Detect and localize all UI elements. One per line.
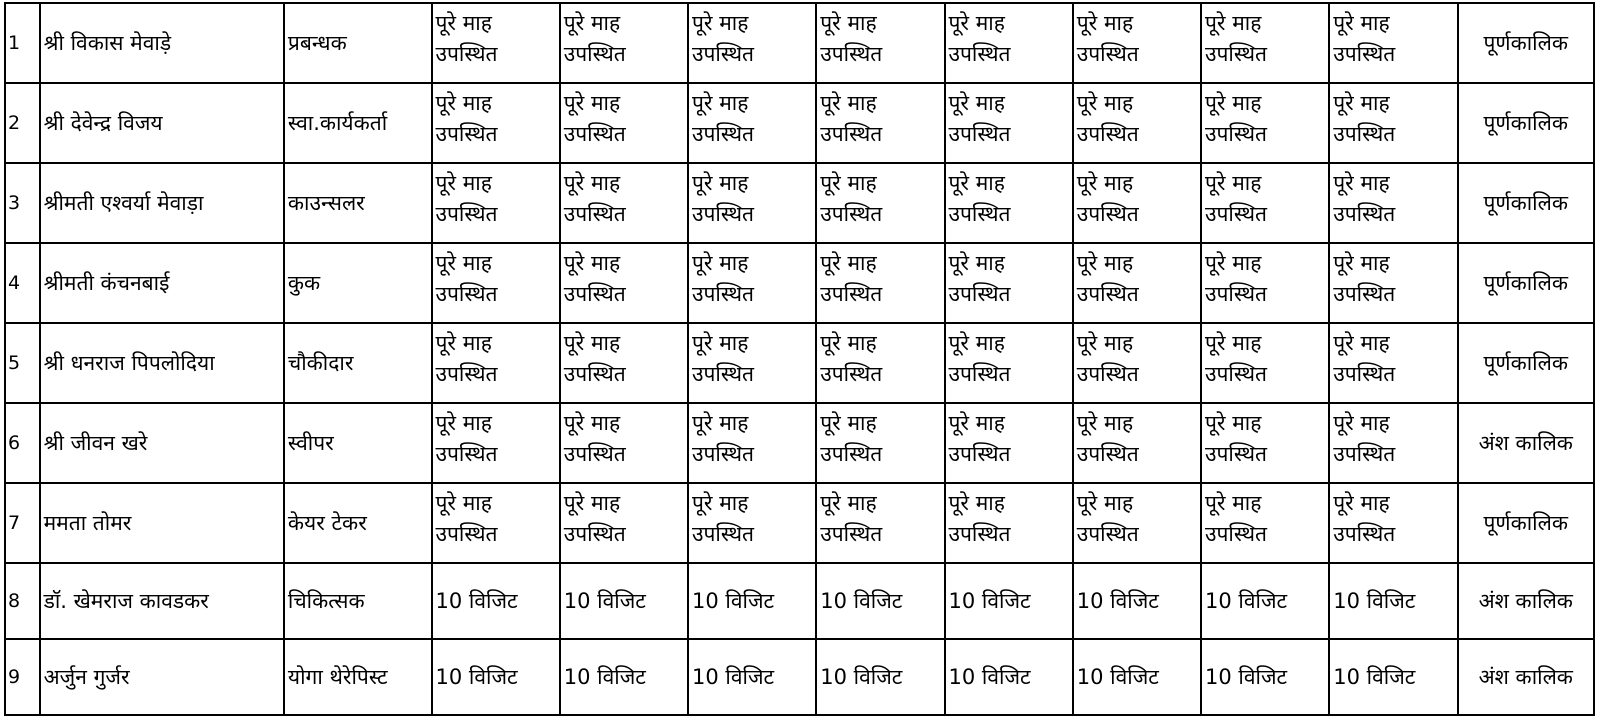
attendance-line: पूरे माह bbox=[820, 11, 877, 35]
employment-type-cell: पूर्णकालिक bbox=[1458, 163, 1595, 243]
attendance-line: उपस्थित bbox=[1076, 202, 1139, 226]
designation-cell: प्रबन्धक bbox=[284, 3, 432, 83]
monthly-attendance-cell bbox=[432, 403, 560, 483]
staff-name-cell: श्री जीवन खरे bbox=[40, 403, 284, 483]
attendance-line: उपस्थित bbox=[563, 122, 626, 146]
attendance-line: पूरे माह bbox=[1076, 171, 1134, 195]
monthly-attendance-cell bbox=[816, 323, 944, 403]
attendance-line: उपस्थित bbox=[1205, 282, 1268, 306]
monthly-attendance-cell bbox=[945, 3, 1073, 83]
attendance-line: पूरे माह bbox=[948, 411, 1005, 435]
monthly-attendance-cell bbox=[1073, 163, 1201, 243]
attendance-line: पूरे माह bbox=[692, 331, 749, 355]
attendance-line: उपस्थित bbox=[1076, 522, 1139, 546]
staff-name-cell: श्री देवेन्द्र विजय bbox=[40, 83, 284, 163]
attendance-line: उपस्थित bbox=[563, 282, 626, 306]
table-row bbox=[5, 323, 1594, 403]
designation-cell: स्वा.कार्यकर्ता bbox=[284, 83, 432, 163]
attendance-line: उपस्थित bbox=[1076, 362, 1139, 386]
attendance-line: पूरे माह bbox=[692, 491, 749, 515]
monthly-attendance-cell bbox=[688, 163, 816, 243]
designation-cell: स्वीपर bbox=[284, 403, 432, 483]
attendance-line: पूरे माह bbox=[1333, 171, 1390, 195]
designation-cell: योगा थेरेपिस्ट bbox=[284, 639, 432, 715]
monthly-attendance-cell: 10 विजिट bbox=[816, 639, 944, 715]
monthly-attendance-cell bbox=[1201, 83, 1329, 163]
monthly-attendance-cell bbox=[1201, 3, 1329, 83]
attendance-line: उपस्थित bbox=[1333, 442, 1396, 466]
attendance-line: उपस्थित bbox=[1205, 42, 1268, 66]
monthly-attendance-cell: 10 विजिट bbox=[1073, 639, 1201, 715]
attendance-line: उपस्थित bbox=[1333, 362, 1396, 386]
attendance-line: पूरे माह bbox=[820, 171, 877, 195]
monthly-attendance-cell bbox=[1073, 403, 1201, 483]
attendance-line: पूरे माह bbox=[1205, 171, 1262, 195]
attendance-line: पूरे माह bbox=[692, 91, 749, 115]
monthly-attendance-cell: 10 विजिट bbox=[432, 639, 560, 715]
attendance-line: पूरे माह bbox=[1333, 11, 1390, 35]
attendance-line: उपस्थित bbox=[1333, 202, 1396, 226]
monthly-attendance-cell bbox=[945, 83, 1073, 163]
monthly-attendance-cell: 10 विजिट bbox=[688, 563, 816, 639]
attendance-line: पूरे माह bbox=[435, 411, 492, 435]
attendance-line: पूरे माह bbox=[1205, 411, 1262, 435]
attendance-line: उपस्थित bbox=[1076, 42, 1139, 66]
monthly-attendance-cell bbox=[688, 3, 816, 83]
staff-name-cell: श्री धनराज पिपलोदिया bbox=[40, 323, 284, 403]
monthly-attendance-cell: 10 विजिट bbox=[688, 639, 816, 715]
serial-number-cell: 1 bbox=[5, 3, 40, 83]
attendance-line: पूरे माह bbox=[563, 11, 621, 35]
monthly-attendance-cell bbox=[1329, 323, 1457, 403]
attendance-line: उपस्थित bbox=[1333, 122, 1396, 146]
attendance-line: पूरे माह bbox=[1076, 491, 1134, 515]
attendance-line: उपस्थित bbox=[563, 522, 626, 546]
table-row bbox=[5, 163, 1594, 243]
attendance-line: उपस्थित bbox=[820, 522, 883, 546]
attendance-line: पूरे माह bbox=[692, 171, 749, 195]
serial-number-cell: 2 bbox=[5, 83, 40, 163]
monthly-attendance-cell: 10 विजिट bbox=[1073, 563, 1201, 639]
attendance-line: उपस्थित bbox=[1205, 362, 1268, 386]
monthly-attendance-cell bbox=[1201, 403, 1329, 483]
attendance-line: पूरे माह bbox=[1205, 331, 1262, 355]
attendance-line: उपस्थित bbox=[948, 522, 1011, 546]
attendance-line: उपस्थित bbox=[1076, 442, 1139, 466]
attendance-line: उपस्थित bbox=[563, 442, 626, 466]
serial-number-cell: 7 bbox=[5, 483, 40, 563]
designation-cell: काउन्सलर bbox=[284, 163, 432, 243]
monthly-attendance-cell bbox=[560, 403, 688, 483]
staff-name-cell: श्री विकास मेवाड़े bbox=[40, 3, 284, 83]
monthly-attendance-cell: 10 विजिट bbox=[432, 563, 560, 639]
staff-name-cell: अर्जुन गुर्जर bbox=[40, 639, 284, 715]
monthly-attendance-cell bbox=[945, 323, 1073, 403]
monthly-attendance-cell: 10 विजिट bbox=[1329, 563, 1457, 639]
monthly-attendance-cell: 10 विजिट bbox=[945, 563, 1073, 639]
attendance-line: पूरे माह bbox=[692, 251, 749, 275]
employment-type-cell: पूर्णकालिक bbox=[1458, 483, 1595, 563]
designation-cell: केयर टेकर bbox=[284, 483, 432, 563]
attendance-line: उपस्थित bbox=[1076, 282, 1139, 306]
employment-type-cell: पूर्णकालिक bbox=[1458, 3, 1595, 83]
attendance-line: पूरे माह bbox=[1076, 251, 1134, 275]
staff-name-cell: डॉ. खेमराज कावडकर bbox=[40, 563, 284, 639]
attendance-line: उपस्थित bbox=[435, 362, 498, 386]
attendance-line: उपस्थित bbox=[948, 122, 1011, 146]
monthly-attendance-cell bbox=[688, 243, 816, 323]
attendance-line: उपस्थित bbox=[820, 42, 883, 66]
monthly-attendance-cell bbox=[560, 3, 688, 83]
attendance-line: उपस्थित bbox=[692, 522, 755, 546]
attendance-line: उपस्थित bbox=[1333, 282, 1396, 306]
attendance-line: उपस्थित bbox=[1333, 42, 1396, 66]
attendance-line: पूरे माह bbox=[948, 11, 1005, 35]
monthly-attendance-cell bbox=[432, 323, 560, 403]
table-row bbox=[5, 3, 1594, 83]
attendance-line: पूरे माह bbox=[435, 491, 492, 515]
attendance-line: पूरे माह bbox=[435, 91, 492, 115]
attendance-line: उपस्थित bbox=[563, 362, 626, 386]
designation-cell: चिकित्सक bbox=[284, 563, 432, 639]
table-row bbox=[5, 403, 1594, 483]
monthly-attendance-cell bbox=[432, 243, 560, 323]
table-row bbox=[5, 83, 1594, 163]
attendance-line: पूरे माह bbox=[1333, 91, 1390, 115]
attendance-line: उपस्थित bbox=[1205, 522, 1268, 546]
attendance-line: उपस्थित bbox=[692, 282, 755, 306]
monthly-attendance-cell bbox=[688, 83, 816, 163]
attendance-line: पूरे माह bbox=[948, 251, 1005, 275]
monthly-attendance-cell bbox=[1201, 243, 1329, 323]
attendance-line: पूरे माह bbox=[563, 171, 621, 195]
monthly-attendance-cell bbox=[1329, 483, 1457, 563]
attendance-line: उपस्थित bbox=[435, 442, 498, 466]
attendance-line: पूरे माह bbox=[435, 11, 492, 35]
designation-cell: कुक bbox=[284, 243, 432, 323]
table-row bbox=[5, 483, 1594, 563]
monthly-attendance-cell bbox=[816, 403, 944, 483]
attendance-line: उपस्थित bbox=[1333, 522, 1396, 546]
serial-number-cell: 3 bbox=[5, 163, 40, 243]
attendance-line: उपस्थित bbox=[948, 202, 1011, 226]
monthly-attendance-cell bbox=[1073, 323, 1201, 403]
monthly-attendance-cell bbox=[1201, 483, 1329, 563]
table-row bbox=[5, 243, 1594, 323]
attendance-line: उपस्थित bbox=[692, 202, 755, 226]
staff-attendance-table bbox=[4, 2, 1595, 716]
serial-number-cell: 6 bbox=[5, 403, 40, 483]
attendance-line: पूरे माह bbox=[563, 491, 621, 515]
attendance-line: पूरे माह bbox=[435, 171, 492, 195]
serial-number-cell: 5 bbox=[5, 323, 40, 403]
attendance-line: उपस्थित bbox=[948, 362, 1011, 386]
attendance-line: पूरे माह bbox=[1333, 251, 1390, 275]
employment-type-cell: अंश कालिक bbox=[1458, 403, 1595, 483]
monthly-attendance-cell bbox=[945, 243, 1073, 323]
monthly-attendance-cell bbox=[1073, 483, 1201, 563]
monthly-attendance-cell bbox=[432, 483, 560, 563]
monthly-attendance-cell bbox=[1201, 323, 1329, 403]
attendance-line: पूरे माह bbox=[948, 491, 1005, 515]
attendance-line: पूरे माह bbox=[820, 491, 877, 515]
attendance-line: उपस्थित bbox=[948, 282, 1011, 306]
designation-cell: चौकीदार bbox=[284, 323, 432, 403]
monthly-attendance-cell bbox=[432, 163, 560, 243]
monthly-attendance-cell bbox=[688, 403, 816, 483]
attendance-line: पूरे माह bbox=[435, 251, 492, 275]
table-row bbox=[5, 563, 1594, 639]
employment-type-cell: अंश कालिक bbox=[1458, 639, 1595, 715]
attendance-line: उपस्थित bbox=[820, 122, 883, 146]
attendance-line: पूरे माह bbox=[1205, 491, 1262, 515]
serial-number-cell: 4 bbox=[5, 243, 40, 323]
monthly-attendance-cell: 10 विजिट bbox=[945, 639, 1073, 715]
attendance-line: उपस्थित bbox=[1205, 442, 1268, 466]
attendance-line: उपस्थित bbox=[435, 42, 498, 66]
attendance-line: उपस्थित bbox=[692, 122, 755, 146]
monthly-attendance-cell: 10 विजिट bbox=[560, 639, 688, 715]
attendance-line: पूरे माह bbox=[563, 91, 621, 115]
attendance-line: उपस्थित bbox=[435, 202, 498, 226]
attendance-line: पूरे माह bbox=[820, 91, 877, 115]
monthly-attendance-cell bbox=[1073, 3, 1201, 83]
attendance-line: पूरे माह bbox=[820, 251, 877, 275]
attendance-line: पूरे माह bbox=[1205, 91, 1262, 115]
table-row bbox=[5, 639, 1594, 715]
monthly-attendance-cell bbox=[1329, 403, 1457, 483]
monthly-attendance-cell bbox=[560, 483, 688, 563]
attendance-line: उपस्थित bbox=[563, 42, 626, 66]
attendance-line: पूरे माह bbox=[563, 251, 621, 275]
attendance-line: उपस्थित bbox=[435, 282, 498, 306]
monthly-attendance-cell bbox=[816, 483, 944, 563]
monthly-attendance-cell bbox=[1329, 243, 1457, 323]
attendance-line: पूरे माह bbox=[948, 331, 1005, 355]
attendance-line: उपस्थित bbox=[563, 202, 626, 226]
attendance-line: पूरे माह bbox=[948, 91, 1005, 115]
serial-number-cell: 8 bbox=[5, 563, 40, 639]
monthly-attendance-cell bbox=[945, 163, 1073, 243]
attendance-line: उपस्थित bbox=[820, 442, 883, 466]
monthly-attendance-cell bbox=[560, 243, 688, 323]
monthly-attendance-cell bbox=[816, 163, 944, 243]
attendance-line: पूरे माह bbox=[1076, 91, 1134, 115]
employment-type-cell: पूर्णकालिक bbox=[1458, 83, 1595, 163]
monthly-attendance-cell: 10 विजिट bbox=[1201, 639, 1329, 715]
attendance-line: पूरे माह bbox=[563, 411, 621, 435]
attendance-line: पूरे माह bbox=[820, 411, 877, 435]
monthly-attendance-cell bbox=[1201, 163, 1329, 243]
attendance-line: पूरे माह bbox=[1205, 251, 1262, 275]
attendance-line: उपस्थित bbox=[435, 522, 498, 546]
attendance-line: उपस्थित bbox=[1076, 122, 1139, 146]
attendance-line: पूरे माह bbox=[1333, 411, 1390, 435]
monthly-attendance-cell bbox=[688, 483, 816, 563]
staff-name-cell: ममता तोमर bbox=[40, 483, 284, 563]
attendance-line: उपस्थित bbox=[948, 442, 1011, 466]
attendance-line: पूरे माह bbox=[1333, 331, 1390, 355]
monthly-attendance-cell bbox=[560, 163, 688, 243]
monthly-attendance-cell bbox=[945, 483, 1073, 563]
monthly-attendance-cell bbox=[816, 83, 944, 163]
monthly-attendance-cell bbox=[1329, 163, 1457, 243]
monthly-attendance-cell: 10 विजिट bbox=[1201, 563, 1329, 639]
monthly-attendance-cell bbox=[1329, 3, 1457, 83]
attendance-line: पूरे माह bbox=[820, 331, 877, 355]
monthly-attendance-cell: 10 विजिट bbox=[1329, 639, 1457, 715]
monthly-attendance-cell bbox=[1073, 243, 1201, 323]
staff-name-cell: श्रीमती कंचनबाई bbox=[40, 243, 284, 323]
monthly-attendance-cell bbox=[816, 243, 944, 323]
monthly-attendance-cell bbox=[432, 3, 560, 83]
attendance-line: उपस्थित bbox=[692, 442, 755, 466]
monthly-attendance-cell bbox=[432, 83, 560, 163]
attendance-line: पूरे माह bbox=[1076, 11, 1134, 35]
monthly-attendance-cell bbox=[1329, 83, 1457, 163]
attendance-line: पूरे माह bbox=[692, 411, 749, 435]
monthly-attendance-cell bbox=[1073, 83, 1201, 163]
attendance-line: पूरे माह bbox=[435, 331, 492, 355]
attendance-line: पूरे माह bbox=[948, 171, 1005, 195]
attendance-line: पूरे माह bbox=[1333, 491, 1390, 515]
attendance-line: उपस्थित bbox=[948, 42, 1011, 66]
table-body bbox=[5, 3, 1594, 715]
attendance-line: उपस्थित bbox=[1205, 122, 1268, 146]
attendance-line: उपस्थित bbox=[1205, 202, 1268, 226]
attendance-line: पूरे माह bbox=[1205, 11, 1262, 35]
serial-number-cell: 9 bbox=[5, 639, 40, 715]
attendance-line: पूरे माह bbox=[1076, 331, 1134, 355]
attendance-line: उपस्थित bbox=[692, 362, 755, 386]
monthly-attendance-cell bbox=[816, 3, 944, 83]
monthly-attendance-cell: 10 विजिट bbox=[816, 563, 944, 639]
monthly-attendance-cell bbox=[688, 323, 816, 403]
attendance-line: पूरे माह bbox=[1076, 411, 1134, 435]
monthly-attendance-cell: 10 विजिट bbox=[560, 563, 688, 639]
employment-type-cell: पूर्णकालिक bbox=[1458, 323, 1595, 403]
staff-name-cell: श्रीमती एश्वर्या मेवाड़ा bbox=[40, 163, 284, 243]
attendance-line: उपस्थित bbox=[435, 122, 498, 146]
monthly-attendance-cell bbox=[945, 403, 1073, 483]
attendance-line: पूरे माह bbox=[692, 11, 749, 35]
attendance-line: पूरे माह bbox=[563, 331, 621, 355]
attendance-line: उपस्थित bbox=[820, 202, 883, 226]
employment-type-cell: पूर्णकालिक bbox=[1458, 243, 1595, 323]
employment-type-cell: अंश कालिक bbox=[1458, 563, 1595, 639]
attendance-line: उपस्थित bbox=[820, 362, 883, 386]
monthly-attendance-cell bbox=[560, 83, 688, 163]
attendance-line: उपस्थित bbox=[692, 42, 755, 66]
attendance-line: उपस्थित bbox=[820, 282, 883, 306]
monthly-attendance-cell bbox=[560, 323, 688, 403]
